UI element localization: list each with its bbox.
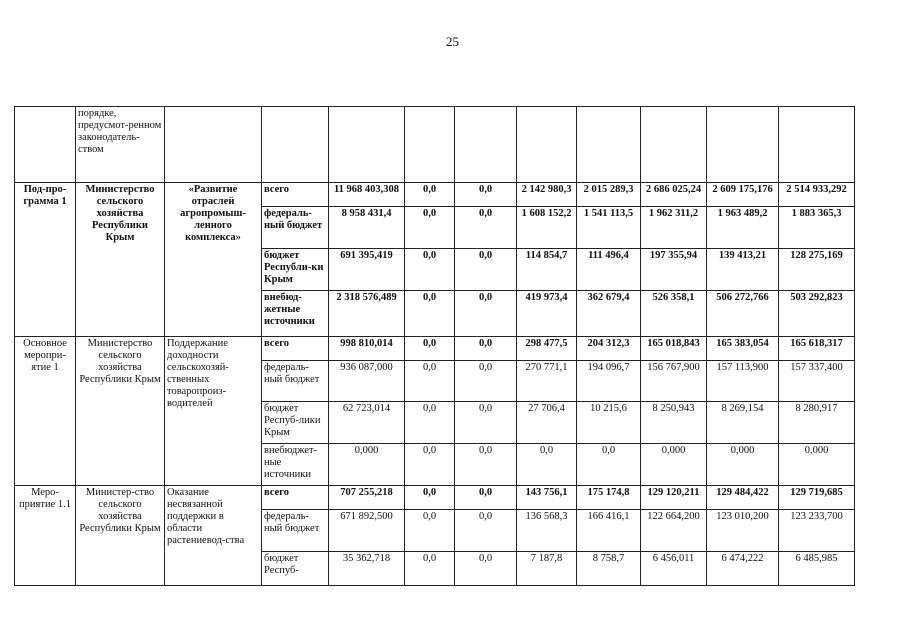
- funding-source-label: федераль-ный бюджет: [262, 361, 329, 402]
- value-cell: 2 514 933,292: [779, 183, 855, 207]
- value-cell: 129 719,685: [779, 486, 855, 510]
- value-cell: 0,0: [405, 486, 455, 510]
- cell: [641, 107, 707, 183]
- value-cell: 27 706,4: [517, 402, 577, 444]
- page-number: 25: [446, 34, 459, 49]
- funding-source-label: всего: [262, 486, 329, 510]
- value-cell: 0,0: [455, 207, 517, 249]
- cell: [405, 107, 455, 183]
- funding-source-label: федераль-ный бюджет: [262, 510, 329, 552]
- value-cell: 1 608 152,2: [517, 207, 577, 249]
- value-cell: 1 962 311,2: [641, 207, 707, 249]
- value-cell: 419 973,4: [517, 291, 577, 337]
- value-cell: 194 096,7: [577, 361, 641, 402]
- value-cell: 707 255,218: [329, 486, 405, 510]
- value-cell: 123 010,200: [707, 510, 779, 552]
- value-cell: 156 767,900: [641, 361, 707, 402]
- value-cell: 114 854,7: [517, 249, 577, 291]
- value-cell: 1 883 365,3: [779, 207, 855, 249]
- value-cell: 157 113,900: [707, 361, 779, 402]
- value-cell: 0,000: [707, 444, 779, 486]
- value-cell: 10 215,6: [577, 402, 641, 444]
- funding-source-label: бюджет Респуб-лики Крым: [262, 402, 329, 444]
- funding-source-label: федераль-ный бюджет: [262, 207, 329, 249]
- value-cell: 165 618,317: [779, 337, 855, 361]
- title-cell: Поддержание доходности сельскохозяй-ственных товаропроиз-водителей: [165, 337, 262, 486]
- cell: [262, 107, 329, 183]
- value-cell: 129 120,211: [641, 486, 707, 510]
- funding-source-label: внебюд-жетные источники: [262, 291, 329, 337]
- value-cell: 2 686 025,24: [641, 183, 707, 207]
- value-cell: 165 018,843: [641, 337, 707, 361]
- value-cell: 136 568,3: [517, 510, 577, 552]
- value-cell: 139 413,21: [707, 249, 779, 291]
- value-cell: 111 496,4: [577, 249, 641, 291]
- value-cell: 2 609 175,176: [707, 183, 779, 207]
- executor-cell: Министер-ство сельского хозяйства Республики Крым: [76, 486, 165, 586]
- title-cell: Оказание несвязанной поддержки в области растениевод-ства: [165, 486, 262, 586]
- budget-table: [14, 106, 855, 586]
- value-cell: 0,000: [329, 444, 405, 486]
- value-cell: 0,000: [779, 444, 855, 486]
- cell: [707, 107, 779, 183]
- cell: [577, 107, 641, 183]
- cell: [455, 107, 517, 183]
- value-cell: 175 174,8: [577, 486, 641, 510]
- value-cell: 6 485,985: [779, 552, 855, 586]
- value-cell: 8 758,7: [577, 552, 641, 586]
- funding-source-label: всего: [262, 183, 329, 207]
- value-cell: 691 395,419: [329, 249, 405, 291]
- value-cell: 166 416,1: [577, 510, 641, 552]
- cell: [15, 107, 76, 183]
- value-cell: 6 474,222: [707, 552, 779, 586]
- value-cell: 0,0: [405, 337, 455, 361]
- value-cell: 8 280,917: [779, 402, 855, 444]
- executor-cell: Министерство сельского хозяйства Республики Крым: [76, 183, 165, 337]
- table-row: [15, 486, 855, 510]
- value-cell: 0,0: [455, 183, 517, 207]
- value-cell: 0,0: [455, 337, 517, 361]
- value-cell: 0,0: [455, 552, 517, 586]
- value-cell: 0,0: [405, 444, 455, 486]
- cell: [329, 107, 405, 183]
- program-cell: Меро-приятие 1.1: [15, 486, 76, 586]
- table-row: [15, 183, 855, 207]
- value-cell: 0,0: [405, 510, 455, 552]
- value-cell: 129 484,422: [707, 486, 779, 510]
- value-cell: 62 723,014: [329, 402, 405, 444]
- value-cell: 0,0: [455, 444, 517, 486]
- value-cell: 1 541 113,5: [577, 207, 641, 249]
- executor-cell: Министерство сельского хозяйства Республики Крым: [76, 337, 165, 486]
- value-cell: 0,0: [455, 249, 517, 291]
- value-cell: 0,0: [405, 291, 455, 337]
- value-cell: 204 312,3: [577, 337, 641, 361]
- value-cell: 2 015 289,3: [577, 183, 641, 207]
- value-cell: 0,000: [641, 444, 707, 486]
- value-cell: 506 272,766: [707, 291, 779, 337]
- value-cell: 165 383,054: [707, 337, 779, 361]
- funding-source-label: внебюджет-ные источники: [262, 444, 329, 486]
- value-cell: 526 358,1: [641, 291, 707, 337]
- cell: порядке, предусмот-ренном законодатель-ством: [76, 107, 165, 183]
- value-cell: 157 337,400: [779, 361, 855, 402]
- value-cell: 2 142 980,3: [517, 183, 577, 207]
- value-cell: 35 362,718: [329, 552, 405, 586]
- value-cell: 2 318 576,489: [329, 291, 405, 337]
- value-cell: 0,0: [455, 361, 517, 402]
- value-cell: 11 968 403,308: [329, 183, 405, 207]
- value-cell: 503 292,823: [779, 291, 855, 337]
- table-row: [15, 107, 855, 183]
- value-cell: 0,0: [405, 183, 455, 207]
- value-cell: 143 756,1: [517, 486, 577, 510]
- value-cell: 8 958 431,4: [329, 207, 405, 249]
- funding-source-label: бюджет Республи-ки Крым: [262, 249, 329, 291]
- value-cell: 298 477,5: [517, 337, 577, 361]
- cell: [165, 107, 262, 183]
- value-cell: 128 275,169: [779, 249, 855, 291]
- value-cell: 671 892,500: [329, 510, 405, 552]
- value-cell: 6 456,011: [641, 552, 707, 586]
- cell: [779, 107, 855, 183]
- program-cell: Под-про-грамма 1: [15, 183, 76, 337]
- value-cell: 362 679,4: [577, 291, 641, 337]
- value-cell: 122 664,200: [641, 510, 707, 552]
- funding-source-label: всего: [262, 337, 329, 361]
- value-cell: 936 087,000: [329, 361, 405, 402]
- value-cell: 0,0: [405, 361, 455, 402]
- value-cell: 998 810,014: [329, 337, 405, 361]
- value-cell: 0,0: [577, 444, 641, 486]
- value-cell: 0,0: [455, 291, 517, 337]
- program-cell: Основное меропри-ятие 1: [15, 337, 76, 486]
- cell: [517, 107, 577, 183]
- value-cell: 0,0: [405, 207, 455, 249]
- title-cell: «Развитие отраслей агропромыш-ленного комплекса»: [165, 183, 262, 337]
- value-cell: 0,0: [405, 552, 455, 586]
- value-cell: 0,0: [517, 444, 577, 486]
- value-cell: 0,0: [405, 402, 455, 444]
- value-cell: 270 771,1: [517, 361, 577, 402]
- value-cell: 7 187,8: [517, 552, 577, 586]
- value-cell: 0,0: [455, 402, 517, 444]
- funding-source-label: бюджет Респуб-: [262, 552, 329, 586]
- value-cell: 8 250,943: [641, 402, 707, 444]
- value-cell: 8 269,154: [707, 402, 779, 444]
- value-cell: 0,0: [455, 510, 517, 552]
- value-cell: 197 355,94: [641, 249, 707, 291]
- value-cell: 0,0: [455, 486, 517, 510]
- value-cell: 123 233,700: [779, 510, 855, 552]
- table-row: [15, 337, 855, 361]
- value-cell: 0,0: [405, 249, 455, 291]
- value-cell: 1 963 489,2: [707, 207, 779, 249]
